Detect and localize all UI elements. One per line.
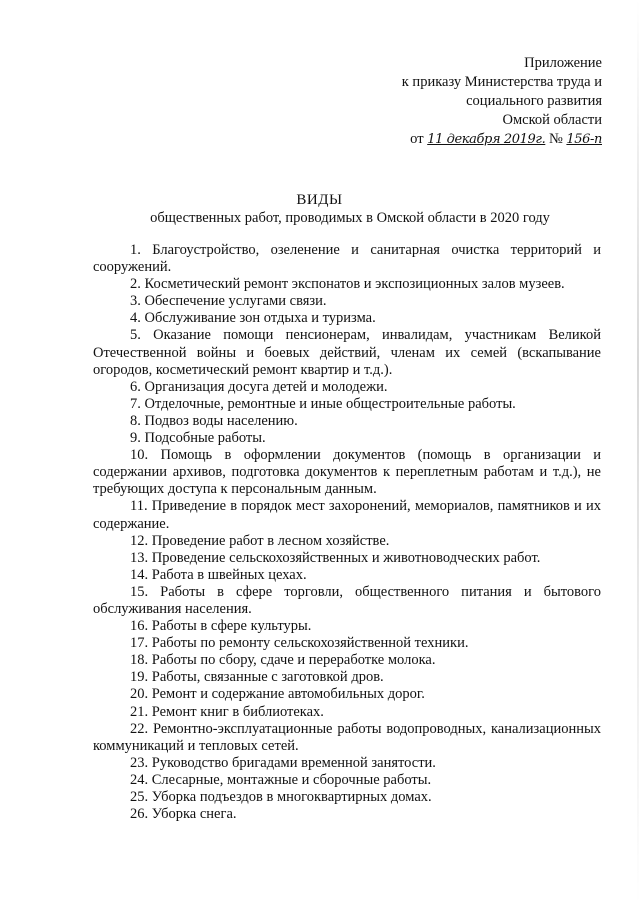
handwritten-number: 156-п — [566, 132, 602, 147]
list-item: 2. Косметический ремонт экспонатов и экспозиционных залов музеев. — [130, 276, 565, 293]
list-item: 22. Ремонтно-эксплуатационные работы водопроводных, канализационных коммуникаций и тепловых сетей. — [93, 720, 601, 754]
list-item: 26. Уборка снега. — [130, 806, 237, 823]
list-item: 10. Помощь в оформлении документов (помощь в организации и содержании архивов, подготовка документов к переплетным работам и т.д.), не требующих доступа к персональным данным. — [93, 447, 601, 498]
order-date-number — [302, 130, 602, 149]
list-item: 13. Проведение сельскохозяйственных и животноводческих работ. — [130, 549, 541, 566]
list-item: 16. Работы в сфере культуры. — [130, 618, 312, 635]
appendix-order-ref: к приказу Министерства труда и — [401, 74, 602, 90]
handwritten-date: 11 декабря 2019г. — [427, 132, 546, 147]
list-item: 3. Обеспечение услугами связи. — [130, 293, 327, 310]
list-item: 15. Работы в сфере торговли, общественного питания и бытового обслуживания населения. — [93, 583, 601, 617]
list-item: 14. Работа в швейных цехах. — [130, 566, 307, 583]
document-title: ВИДЫ — [296, 192, 343, 208]
list-item: 18. Работы по сбору, сдаче и переработке молока. — [130, 652, 436, 669]
list-item: 1. Благоустройство, озеленение и санитарная очистка территорий и сооружений. — [93, 242, 601, 276]
list-item: 17. Работы по ремонту сельскохозяйственной техники. — [130, 635, 469, 652]
list-item: 5. Оказание помощи пенсионерам, инвалидам, участникам Великой Отечественной войны и боевых действий, членам их семей (вскапывание огородов, косметический ремонт квартир и т.д.). — [93, 327, 601, 378]
date-prefix: от — [410, 131, 424, 147]
list-item: 23. Руководство бригадами временной занятости. — [130, 754, 436, 771]
list-item: 4. Обслуживание зон отдыха и туризма. — [130, 310, 376, 327]
document-subtitle: общественных работ, проводимых в Омской области в 2020 году — [150, 210, 550, 226]
list-item: 11. Приведение в порядок мест захоронений, мемориалов, памятников и их содержание. — [93, 498, 601, 532]
list-item: 12. Проведение работ в лесном хозяйстве. — [130, 532, 390, 549]
appendix-region: Омской области — [502, 112, 602, 128]
work-types-list — [93, 242, 601, 823]
list-item: 19. Работы, связанные с заготовкой дров. — [130, 669, 384, 686]
list-item: 9. Подсобные работы. — [130, 430, 266, 447]
number-prefix: № — [548, 131, 563, 147]
appendix-ministry: социального развития — [466, 93, 602, 109]
appendix-header — [302, 54, 602, 149]
list-item: 25. Уборка подъездов в многоквартирных домах. — [130, 789, 432, 805]
list-item: 20. Ремонт и содержание автомобильных дорог. — [130, 686, 425, 703]
list-item: 8. Подвоз воды населению. — [130, 412, 298, 429]
appendix-label: Приложение — [524, 55, 602, 71]
list-item: 24. Слесарные, монтажные и сборочные работы. — [130, 771, 432, 788]
list-item: 7. Отделочные, ремонтные и иные общестроительные работы. — [130, 395, 516, 412]
list-item: 6. Организация досуга детей и молодежи. — [130, 378, 388, 395]
list-item: 21. Ремонт книг в библиотеках. — [130, 703, 324, 720]
